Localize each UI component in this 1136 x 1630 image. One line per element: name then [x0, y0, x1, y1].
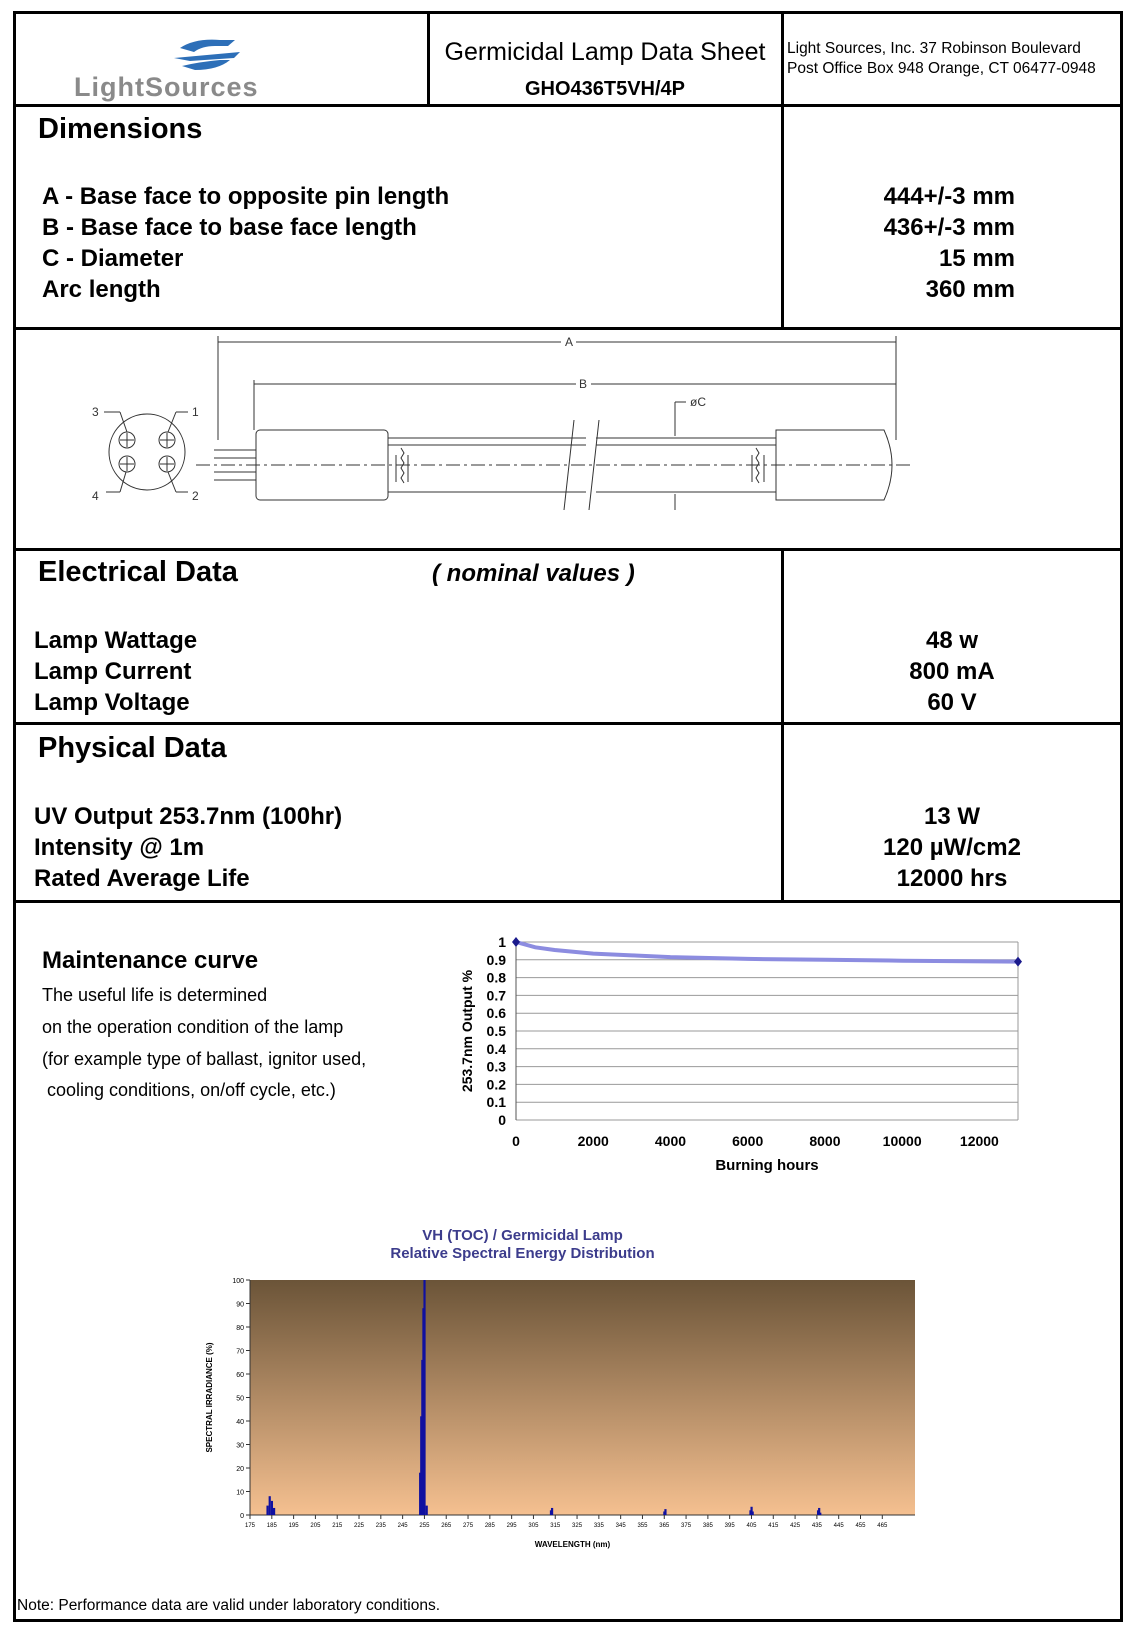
maintenance-line-2: on the operation condition of the lamp: [42, 1017, 344, 1037]
spectral-x-tick-label: 345: [615, 1523, 626, 1529]
dim-label-a: A - Base face to opposite pin length: [42, 183, 450, 210]
spectral-y-tick-label: 10: [236, 1489, 244, 1497]
spectral-x-tick-label: 425: [790, 1523, 801, 1529]
drawing-label-c: øC: [690, 395, 706, 409]
dim-label-c: C - Diameter: [42, 245, 184, 272]
maint-y-tick-label: 0.5: [486, 1023, 506, 1039]
spectral-y-tick-label: 100: [232, 1278, 244, 1285]
spectral-bar: [819, 1513, 821, 1515]
logo-text: LightSources: [74, 72, 259, 102]
phys-label-intensity: Intensity @ 1m: [34, 834, 205, 861]
spectral-bar: [752, 1511, 754, 1515]
spectral-x-axis-label: WAVELENGTH (nm): [534, 1540, 611, 1549]
maintenance-line-1: The useful life is determined: [42, 985, 268, 1005]
spectral-y-tick-label: 70: [236, 1348, 244, 1356]
spectral-bar: [273, 1508, 275, 1515]
pin-label-2: 2: [192, 489, 199, 503]
spectral-bar: [551, 1508, 553, 1515]
spectral-bar: [426, 1506, 428, 1515]
spectral-x-tick-label: 215: [332, 1523, 343, 1529]
spectral-y-tick-label: 50: [236, 1395, 244, 1403]
dim-value-arc: 360 mm: [925, 276, 1015, 303]
logo: [70, 30, 345, 100]
phys-value-life: 12000 hrs: [896, 865, 1008, 892]
spectral-x-tick-label: 455: [855, 1523, 866, 1529]
drawing-label-a: A: [565, 335, 574, 349]
maintenance-line-4: cooling conditions, on/off cycle, etc.): [42, 1080, 336, 1100]
header-divider-2: [781, 11, 784, 107]
spectral-x-tick-label: 395: [724, 1523, 735, 1529]
spectral-x-tick-label: 265: [441, 1523, 452, 1529]
spectral-x-tick-label: 225: [354, 1523, 365, 1529]
pin-label-1: 1: [192, 405, 199, 419]
spectral-x-tick-label: 445: [833, 1523, 844, 1529]
electrical-bottom-rule: [13, 722, 1123, 725]
dimensions-title: Dimensions: [38, 113, 203, 145]
lamp-drawing: [16, 330, 1120, 548]
spectral-x-tick-label: 315: [550, 1523, 561, 1529]
maintenance-chart: [450, 930, 1070, 1190]
spectral-x-tick-label: 185: [266, 1523, 277, 1529]
spectral-y-tick-label: 90: [236, 1301, 244, 1309]
spectral-x-tick-label: 335: [593, 1523, 604, 1529]
spectral-bar: [271, 1501, 273, 1515]
spectral-x-tick-label: 285: [484, 1523, 495, 1529]
electrical-top-rule: [13, 548, 1123, 551]
elec-label-wattage: Lamp Wattage: [34, 627, 198, 654]
maint-y-tick-label: 0.6: [486, 1005, 506, 1022]
maint-y-tick-label: 0.4: [486, 1040, 506, 1057]
maint-y-tick-label: 0: [498, 1112, 506, 1128]
maint-point-marker: [512, 937, 520, 947]
spectral-x-tick-label: 295: [506, 1523, 517, 1529]
spectral-x-tick-label: 205: [310, 1523, 321, 1529]
phys-label-uv-output: UV Output 253.7nm (100hr): [34, 803, 343, 830]
spectral-plot-background: [250, 1280, 915, 1515]
elec-value-current: 800 mA: [909, 658, 995, 685]
document-title: Germicidal Lamp Data Sheet: [444, 38, 766, 66]
maint-x-axis-label: Burning hours: [715, 1157, 819, 1174]
spectral-title: VH (TOC) / Germicidal Lamp: [422, 1227, 623, 1244]
phys-value-intensity: 120 µW/cm2: [883, 834, 1021, 861]
spectral-x-tick-label: 195: [288, 1523, 299, 1529]
electrical-title: Electrical Data: [38, 556, 238, 588]
spectral-x-tick-label: 405: [746, 1523, 757, 1529]
maint-y-tick-label: 0.3: [486, 1058, 506, 1075]
spectral-subtitle: Relative Spectral Energy Distribution: [390, 1245, 655, 1262]
spectral-x-tick-label: 365: [659, 1523, 670, 1529]
elec-label-voltage: Lamp Voltage: [34, 689, 190, 716]
header-bottom-rule: [13, 104, 1123, 107]
maint-y-tick-label: 0.1: [486, 1094, 506, 1111]
dimensions-divider: [781, 104, 784, 330]
spectral-x-tick-label: 415: [768, 1523, 779, 1529]
spectral-y-tick-label: 0: [240, 1513, 244, 1520]
spectral-x-tick-label: 325: [572, 1523, 583, 1529]
spectral-y-tick-label: 30: [236, 1442, 244, 1450]
phys-value-uv-output: 13 W: [923, 803, 980, 830]
maint-x-tick-label: 8000: [809, 1133, 841, 1149]
dim-value-c: 15 mm: [938, 245, 1015, 272]
model-number: GHO436T5VH/4P: [524, 78, 686, 100]
maint-x-tick-label: 0: [512, 1133, 520, 1149]
physical-title: Physical Data: [38, 732, 227, 764]
spectral-bar: [664, 1509, 666, 1515]
elec-value-voltage: 60 V: [927, 689, 977, 716]
maint-x-tick-label: 2000: [577, 1133, 609, 1149]
maint-y-tick-label: 0.7: [486, 987, 506, 1004]
phys-label-life: Rated Average Life: [34, 865, 250, 892]
drawing-label-b: B: [579, 377, 588, 391]
spectral-x-tick-label: 175: [244, 1523, 256, 1529]
elec-value-wattage: 48 w: [925, 627, 979, 654]
dim-label-b: B - Base face to base face length: [42, 214, 417, 241]
maint-y-tick-label: 0.8: [486, 969, 506, 986]
address-line-1: Light Sources, Inc. 37 Robinson Boulevard: [787, 40, 1081, 57]
footer-note: Note: Performance data are valid under laboratory conditions.: [17, 1597, 441, 1614]
spectral-bar: [269, 1496, 271, 1515]
spectral-x-tick-label: 275: [463, 1523, 474, 1529]
address-line-2: Post Office Box 948 Orange, CT 06477-0948: [787, 60, 1096, 77]
spectral-y-tick-label: 40: [236, 1419, 244, 1426]
spectral-x-tick-label: 255: [419, 1523, 430, 1529]
maint-x-tick-label: 6000: [732, 1133, 764, 1149]
electrical-note: ( nominal values ): [432, 560, 635, 587]
maint-point-marker: [1014, 957, 1022, 967]
maint-y-tick-label: 0.9: [486, 951, 506, 968]
spectral-x-tick-label: 235: [375, 1523, 386, 1529]
maint-y-axis-label: 253.7nm Output %: [459, 969, 475, 1093]
spectral-bar: [423, 1280, 425, 1515]
spectral-x-tick-label: 385: [702, 1523, 713, 1529]
spectral-y-tick-label: 60: [236, 1372, 244, 1379]
maint-x-tick-label: 10000: [882, 1133, 922, 1149]
maint-y-tick-label: 1: [498, 934, 506, 950]
spectral-y-tick-label: 80: [236, 1325, 244, 1332]
spectral-x-tick-label: 355: [637, 1523, 648, 1529]
spectral-y-tick-label: 20: [236, 1466, 244, 1473]
spectral-x-tick-label: 305: [528, 1523, 539, 1529]
spectral-x-tick-label: 435: [811, 1523, 822, 1529]
elec-label-current: Lamp Current: [34, 658, 192, 685]
pin-label-3: 3: [92, 405, 99, 419]
dim-value-b: 436+/-3 mm: [883, 214, 1015, 241]
dim-label-arc: Arc length: [42, 276, 161, 303]
spectral-bar: [266, 1506, 268, 1515]
physical-bottom-rule: [13, 900, 1123, 903]
maint-y-tick-label: 0.2: [486, 1076, 506, 1093]
maintenance-title: Maintenance curve: [42, 947, 259, 974]
pin-label-4: 4: [92, 489, 99, 503]
spectral-x-tick-label: 465: [877, 1523, 888, 1529]
maint-x-tick-label: 12000: [959, 1133, 999, 1149]
spectral-y-axis-label: SPECTRAL IRRADIANCE (%): [205, 1342, 214, 1453]
spectral-x-tick-label: 245: [397, 1523, 408, 1529]
maintenance-line-3: (for example type of ballast, ignitor used,: [42, 1049, 367, 1069]
spectral-x-tick-label: 375: [681, 1523, 692, 1529]
maint-x-tick-label: 4000: [654, 1133, 687, 1149]
dim-value-a: 444+/-3 mm: [883, 183, 1015, 210]
maint-series-line: [516, 942, 1018, 962]
spectral-chart: [200, 1220, 960, 1565]
